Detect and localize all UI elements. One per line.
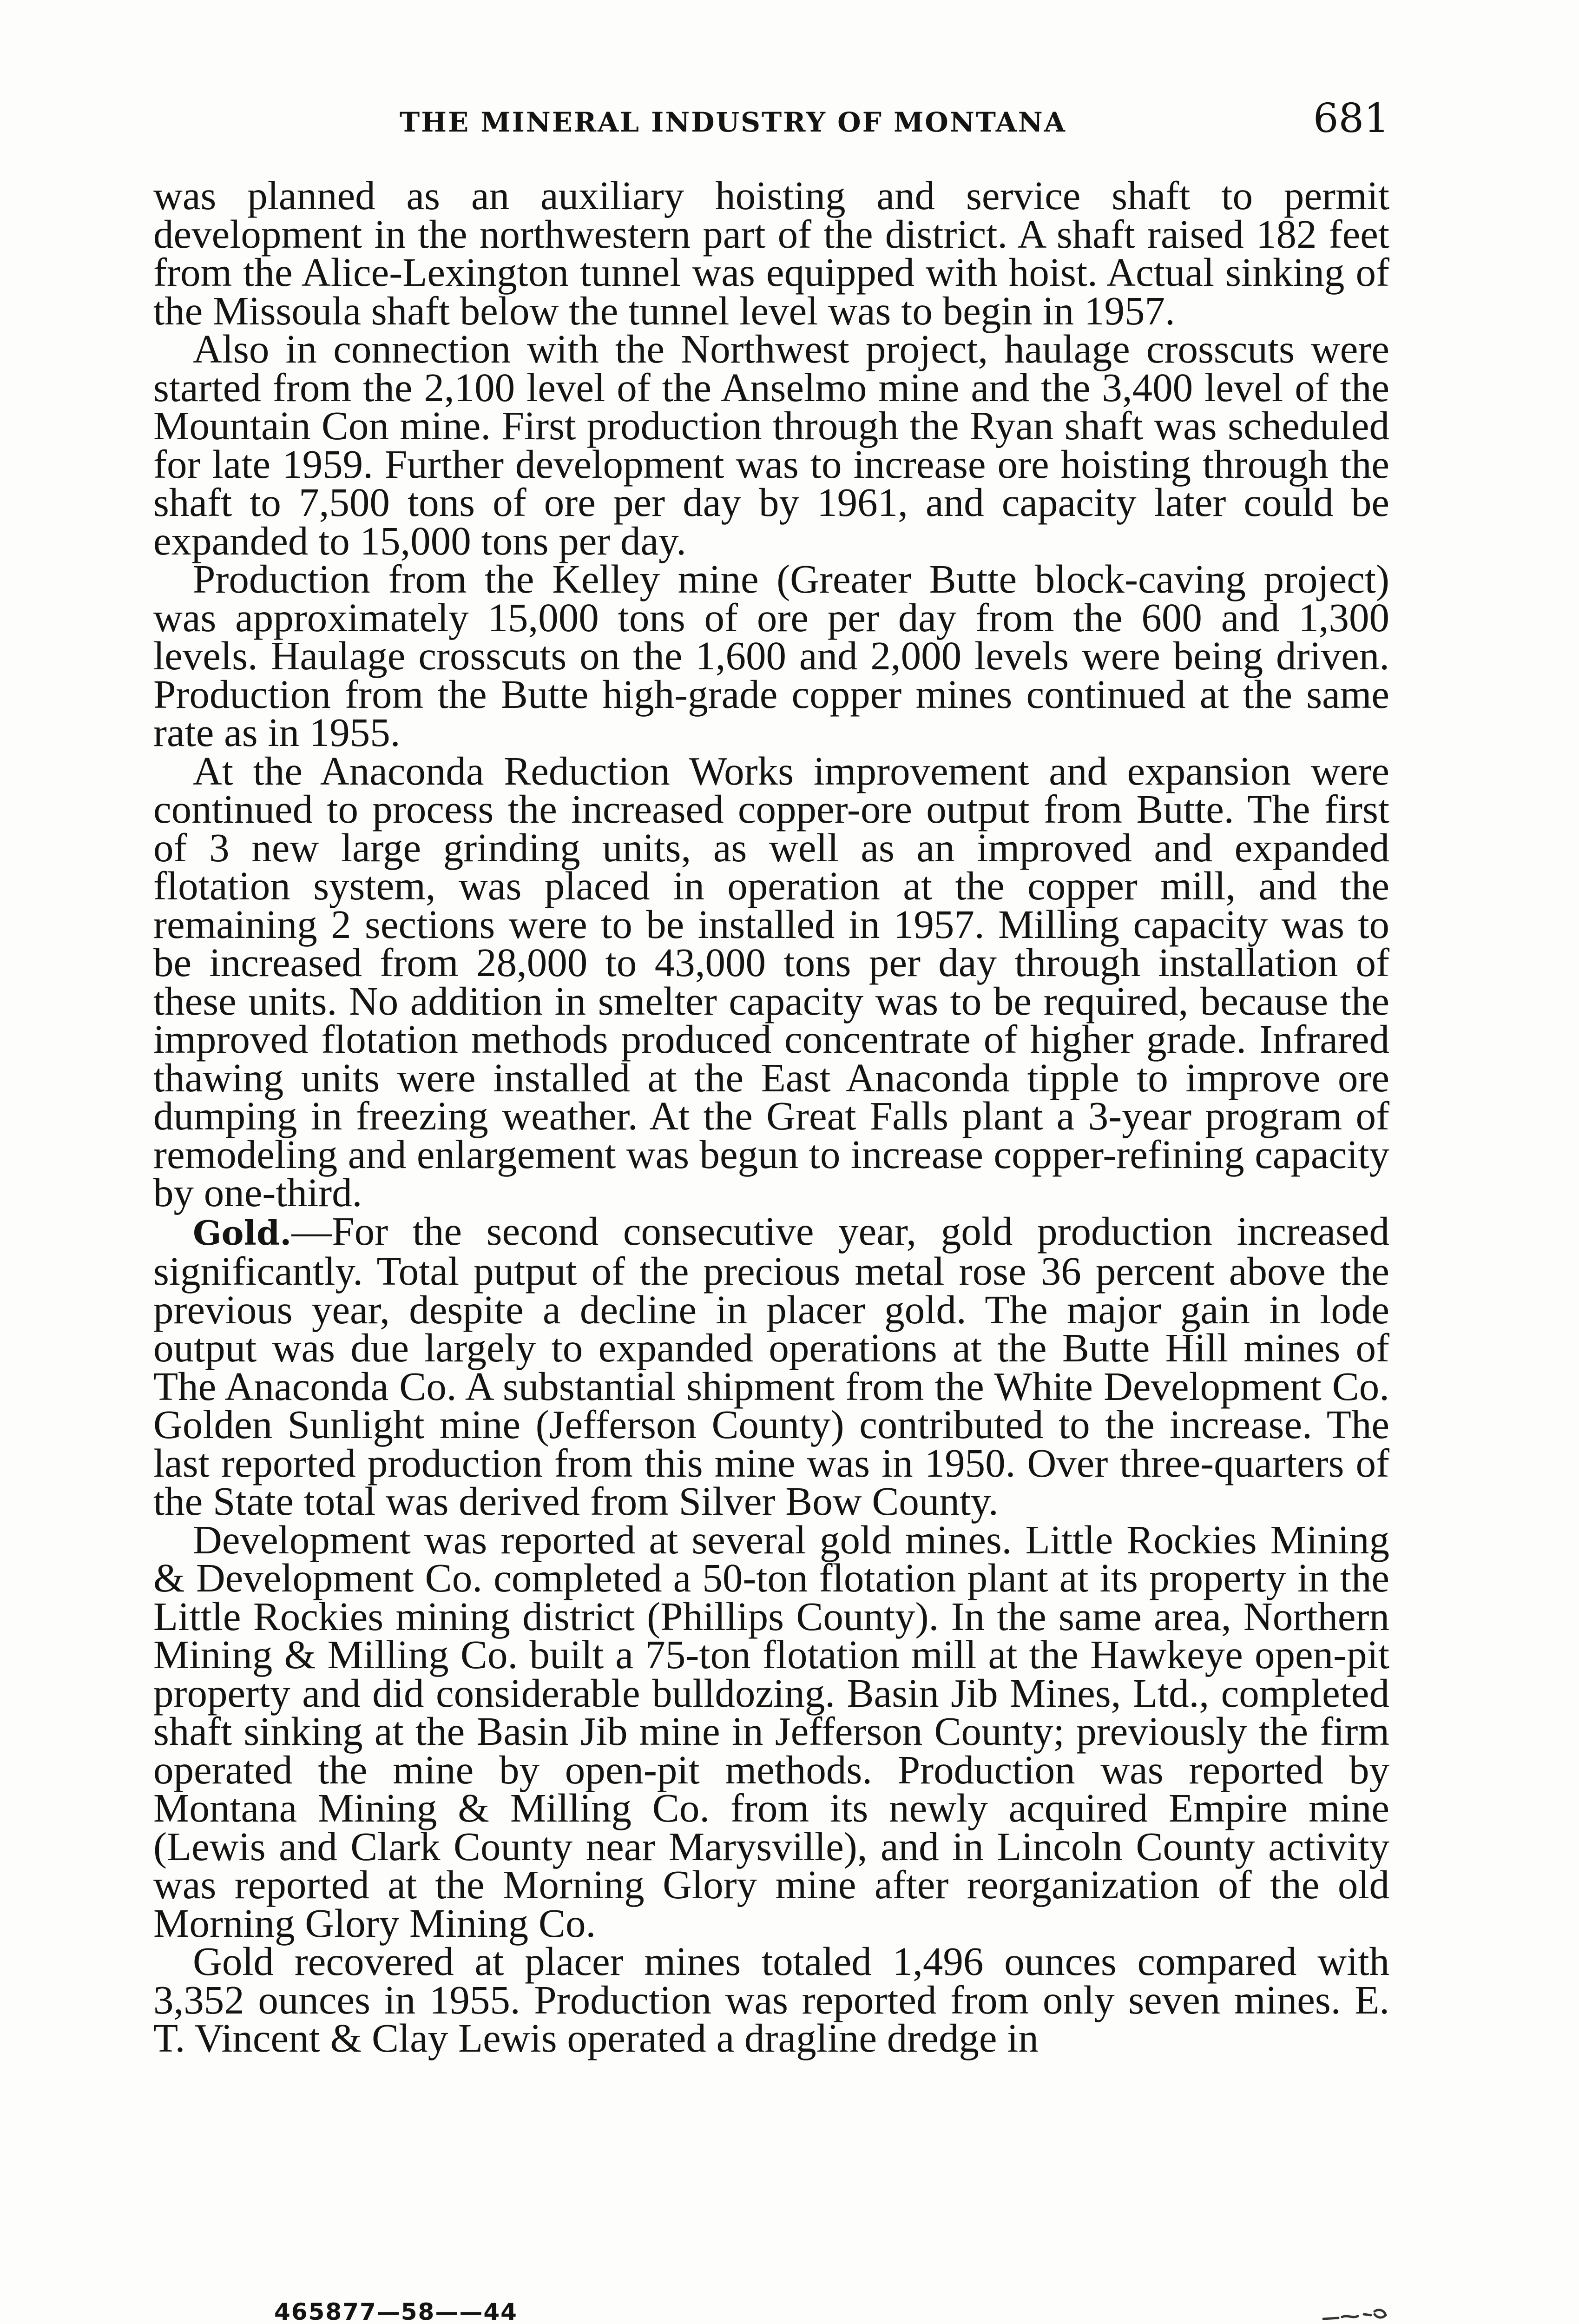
page-number: 681 — [1313, 95, 1389, 142]
running-title: THE MINERAL INDUSTRY OF MONTANA — [400, 106, 1066, 138]
page-footer — [274, 2298, 1389, 2324]
gold-paragraph-text: —For the second consecutive year, gold production increased significantly. Total putput of the precious metal rose 36 percent above the previous year, despite a decline in placer gold. The major gain in lode output was due largely to expanded operations at the Butte Hill mines of The Anaconda Co. A substantial shipment from the White Development Co. Golden Sunlight mine (Jefferson County) contributed to the increase. The last reported production from this mine was in 1950. Over three-quarters of the State total was derived from Silver Bow County. — [153, 1208, 1389, 1524]
paragraph-kelley-mine: Production from the Kelley mine (Greater Butte block-caving project) was approximately 15,000 tons of ore per day from the 600 and 1,300 levels. Haulage crosscuts on the 1,600 and 2,000 levels were being driven. Production from the Butte high-grade copper mines continued at the same rate as in 1955. — [153, 556, 1389, 755]
paragraph-gold-development: Development was reported at several gold mines. Little Rockies Mining & Development Co. completed a 50-ton flotation plant at its property in the Little Rockies mining district (Phillips County). In the same area, Northern Mining & Milling Co. built a 75-ton flotation mill at the Hawkeye open-pit property and did considerable bulldozing. Basin Jib Mines, Ltd., completed shaft sinking at the Basin Jib mine in Jefferson County; previously the firm operated the mine by open-pit methods. Production was reported by Montana Mining & Milling Co. from its newly acquired Empire mine (Lewis and Clark County near Marysville), and in Lincoln County activity was reported at the Morning Glory mine after reorganization of the old Morning Glory Mining Co. — [153, 1517, 1389, 1946]
paragraph-anaconda-reduction-works: At the Anaconda Reduction Works improvement and expansion were continued to process the increased copper-ore output from Butte. The first of 3 new large grinding units, as well as an improved and expanded flotation system, was placed in operation at the copper mill, and the remaining 2 sections were to be installed in 1957. Milling capacity was to be increased from 28,000 to 43,000 tons per day through installation of these units. No addition in smelter capacity was to be required, because the improved flotation methods produced concentrate of higher grade. Infrared thawing units were installed at the East Anaconda tipple to improve ore dumping in freezing weather. At the Great Falls plant a 3-year program of remodeling and enlargement was begun to increase copper-refining capacity by one-third. — [153, 748, 1389, 1215]
page-header — [153, 95, 1389, 151]
ink-smudge-mark — [1320, 2305, 1389, 2324]
paragraph-northwest-project: Also in connection with the Northwest project, haulage crosscuts were started from the 2,100 level of the Anselmo mine and the 3,400 level of the Mountain Con mine. First production through the Ryan shaft was scheduled for late 1959. Further development was to increase ore hoisting through the shaft to 7,500 tons of ore per day by 1961, and capacity later could be expanded to 15,000 tons per day. — [153, 326, 1389, 563]
body-text — [153, 173, 1389, 2060]
gold-section-heading: Gold. — [193, 1213, 292, 1253]
paragraph-placer-gold: Gold recovered at placer mines totaled 1,496 ounces compared with 3,352 ounces in 1955. Production was reported from only seven mines. E. T. Vincent & Clay Lewis operated a dragline dredge in — [153, 1939, 1389, 2060]
printer-code: 465877—58——44 — [274, 2298, 518, 2324]
paragraph-continuation: was planned as an auxiliary hoisting and service shaft to permit development in the northwestern part of the district. A shaft raised 182 feet from the Alice-Lexington tunnel was equipped with hoist. Actual sinking of the Missoula shaft below the tunnel level was to begin in 1957. — [153, 173, 1389, 333]
paragraph-gold — [153, 1208, 1389, 1524]
